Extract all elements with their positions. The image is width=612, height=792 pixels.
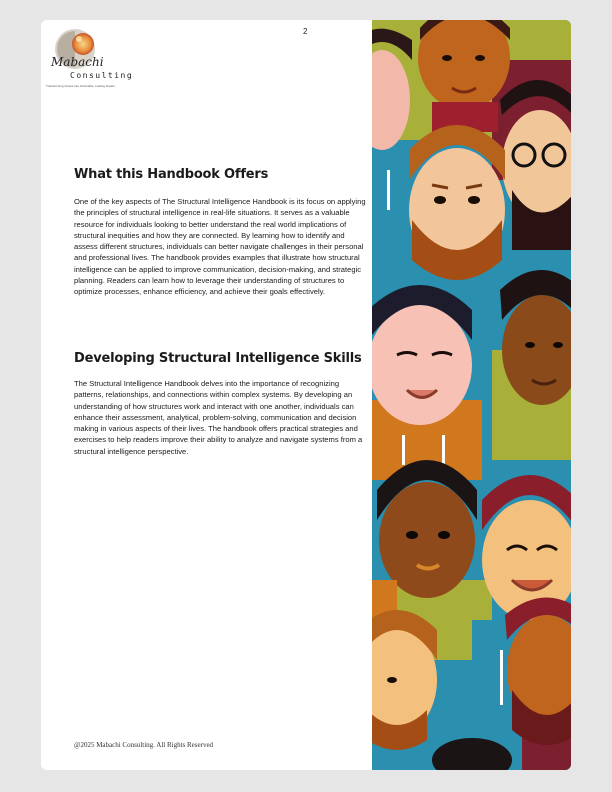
logo-tagline: Transforming Voices into Actionable, Lasting Impact — [46, 84, 115, 88]
page-number: 2 — [303, 27, 308, 36]
section-heading-developing-skills: Developing Structural Intelligence Skills — [74, 351, 362, 366]
document-page — [41, 20, 571, 770]
diverse-people-illustration — [372, 20, 571, 770]
section-heading-handbook-offers: What this Handbook Offers — [74, 167, 269, 182]
company-logo — [45, 27, 134, 89]
section-body-developing-skills: The Structural Intelligence Handbook delves into the importance of recognizing patterns, relationships, and connections within complex systems. By developing an understanding of how structures work and interact with one another, individuals can enhance their assessment, analytical, problem-solving, communication and decision making in various aspects of their lives. The handbook offers practical strategies and exercises to help readers improve their ability to analyze and navigate systems from a structural intelligence perspective. — [74, 379, 363, 456]
logo-name: Mabachi — [51, 55, 104, 69]
logo-subtitle: Consulting — [70, 71, 134, 80]
people-crowd-icon — [372, 20, 571, 770]
copyright-footer: @2025 Mabachi Consulting. All Rights Reserved — [74, 741, 214, 749]
section-body-handbook-offers: One of the key aspects of The Structural Intelligence Handbook is its focus on applying the principles of structural intelligence in real-life situations. It serves as a valuable resource for individuals looking to better understand the real world implications of structural inequities and how they are connected. By learning how to identify and assess different structures, individuals can better navigate challenges in their personal and professional lives. The handbook provides examples that illustrate how structural intelligence can be applied to improve communication, decision-making, and strategic planning. Readers can learn how to leverage their understanding of structures to optimize processes, enhance efficiency, and achieve their goals effectively. — [74, 197, 366, 297]
